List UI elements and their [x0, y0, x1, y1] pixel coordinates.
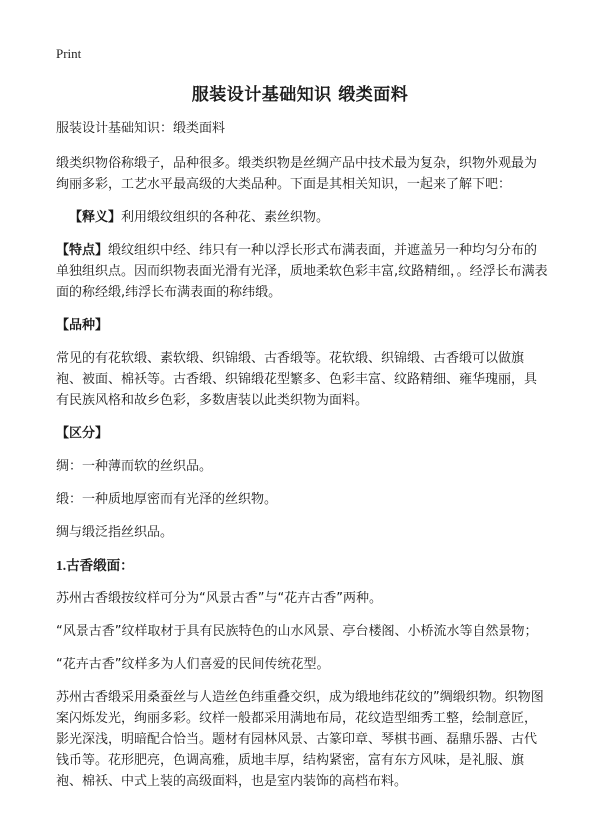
print-link[interactable]: Print [56, 46, 82, 61]
section-heading-guxiangduan: 1.古香缎面： [56, 558, 134, 573]
intro-paragraph: 缎类织物俗称缎子，品种很多。缎类织物是丝绸产品中技术最为复杂，织物外观最为绚丽多彩，工艺水平最高级的大类品种。下面是其相关知识，一起来了解下吧： [56, 156, 538, 192]
article-body [56, 118, 548, 804]
tedian-paragraph [56, 240, 548, 303]
section-paragraph: “风景古香”纹样取材于具有民族特色的山水风景、亭台楼阁、小桥流水等自然景物； [56, 624, 538, 639]
pinzhong-heading: 【品种】 [56, 318, 109, 333]
section-paragraph: 苏州古香缎采用桑蚕丝与人造丝色纬重叠交织，成为缎地纬花纹的”绸缎织物。织物图案闪烁发光，绚丽多彩。纹样一般都采用满地布局，花纹造型细秀工整，绘制意匠，影光深浅，明暗配合恰当。题材有园林风景、古篆印章、琴棋书画、磊鼎乐器、古代钱币等。花形肥亮，色调高雅，质地丰厚，结构紧密，富有东方风味，是礼服、旗袍、棉袄、中式上装的高级面料，也是室内装饰的高档布料。 [56, 690, 544, 789]
article-subtitle: 服装设计基础知识：缎类面料 [56, 121, 226, 136]
tedian-label: 【特点】 [56, 243, 109, 258]
tedian-text: 缎纹组织中经、纬只有一种以浮长形式布满表面，并遮盖另一种均匀分布的单独组织点。因而织物表面光滑有光泽，质地柔软色彩丰富,纹路精细，。经浮长布满表面的称经缎,纬浮长布满表面的称纬缎。 [56, 243, 548, 300]
shiyi-text: 利用缎纹组织的各种花、素丝织物。 [121, 210, 330, 225]
page-title: 服装设计基础知识 缎类面料 [191, 85, 409, 105]
shiyi-paragraph [56, 207, 548, 228]
qufen-item: 缎：一种质地厚密而有光泽的丝织物。 [56, 492, 278, 507]
qufen-heading: 【区分】 [56, 426, 109, 441]
section-paragraph: “花卉古香”纹样多为人们喜爱的民间传统花型。 [56, 657, 330, 672]
section-paragraph: 苏州古香缎按纹样可分为“风景古香”与“花卉古香”两种。 [56, 591, 382, 606]
shiyi-label: 【释义】 [69, 210, 122, 225]
qufen-item: 绸与缎泛指丝织品。 [56, 525, 174, 540]
pinzhong-paragraph: 常见的有花软缎、素软缎、织锦缎、古香缎等。花软缎、织锦缎、古香缎可以做旗袍、被面、棉袄等。古香缎、织锦缎花型繁多、色彩丰富、纹路精细、雍华瑰丽，具有民族风格和故乡色彩，多数唐装以此类织物为面料。 [56, 351, 538, 408]
qufen-item: 绸：一种薄而软的丝织品。 [56, 459, 213, 474]
